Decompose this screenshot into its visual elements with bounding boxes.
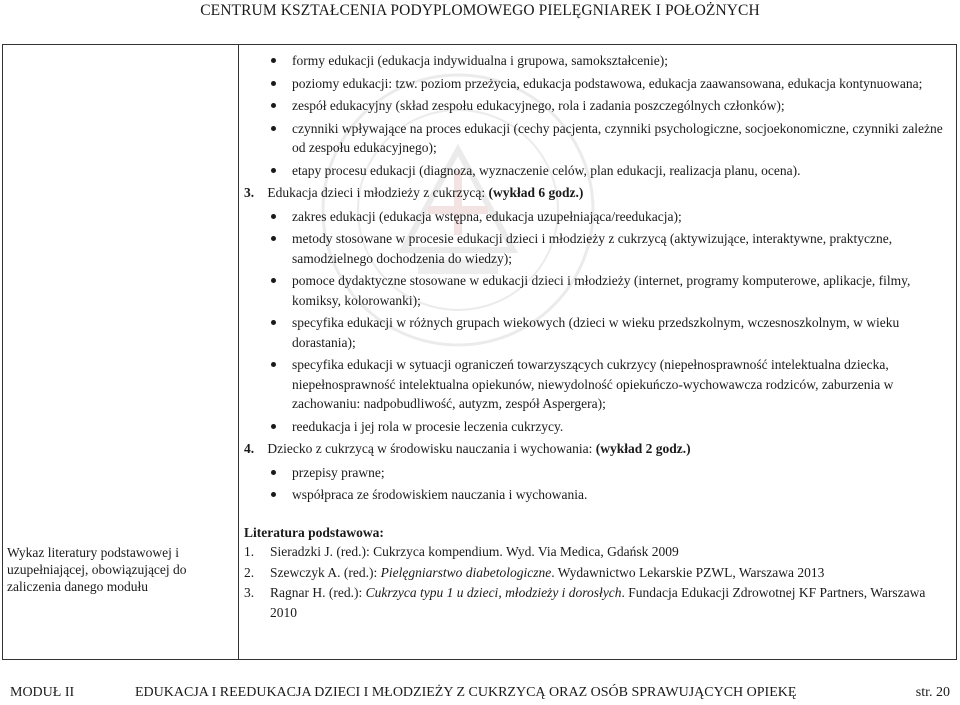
citation-title: Cukrzyca typu 1 u dzieci, młodzieży i dorosłych [365, 585, 622, 600]
module-content [244, 51, 954, 623]
list-item: reedukacja i jej rola w procesie leczenia cukrzycy. [244, 417, 954, 437]
citation-title: Pielęgniarstwo diabetologiczne [380, 564, 552, 580]
page-footer [0, 683, 960, 703]
literature-item [244, 563, 954, 583]
section-title: Edukacja dzieci i młodzieży z cukrzycą: [267, 185, 486, 200]
section-3-list [244, 207, 954, 437]
list-item: etapy procesu edukacji (diagnoza, wyznaczenie celów, plan edukacji, realizacja planu, ocena). [244, 161, 954, 181]
section-heading-3 [244, 183, 954, 203]
literature-item [244, 542, 954, 562]
citation-publisher: . Fundacja Edukacji Zdrowotnej KF Partners, Warszawa 2010 [270, 585, 926, 620]
item-number: 1. [244, 544, 255, 559]
section-number: 4. [244, 441, 255, 456]
syllabus-table [2, 44, 957, 660]
citation-author: Ragnar H. (red.): [270, 585, 366, 600]
section-hours: (wykład 6 godz.) [488, 185, 584, 200]
list-item: formy edukacji (edukacja indywidualna i grupowa, samokształcenie); [244, 51, 954, 71]
list-item: zespół edukacyjny (skład zespołu edukacyjnego, rola i zadania poszczególnych członków); [244, 96, 954, 116]
item-number: 2. [244, 564, 255, 580]
list-item: metody stosowane w procesie edukacji dzieci i młodzieży z cukrzycą (aktywizujące, interaktywne, praktyczne, samodzielnego dochodzenia do wiedzy); [244, 229, 954, 268]
section-4-list [244, 463, 954, 505]
footer-title: EDUKACJA I REEDUKACJA DZIECI I MŁODZIEŻY Z CUKRZYCĄ ORAZ OSÓB SPRAWUJĄCYCH OPIEKĘ [135, 685, 797, 700]
section-number: 3. [244, 185, 255, 200]
section-title: Dziecko z cukrzycą w środowisku nauczania i wychowania: [267, 441, 593, 456]
literature-title: Literatura podstawowa: [244, 524, 384, 540]
list-item: poziomy edukacji: tzw. poziom przeżycia, edukacja podstawowa, edukacja zaawansowana, edukacja kontynuowana; [244, 74, 954, 94]
literature-list [244, 542, 954, 622]
page-number: str. 20 [915, 685, 950, 700]
list-item: przepisy prawne; [244, 463, 954, 483]
footer-module: MODUŁ II [10, 685, 75, 700]
citation-text: Sieradzki J. (red.): Cukrzyca kompendium. Wyd. Via Medica, Gdańsk 2009 [270, 544, 679, 559]
literature-item [244, 583, 954, 622]
header-title: CENTRUM KSZTAŁCENIA PODYPLOMOWEGO PIELĘGNIAREK I POŁOŻNYCH [200, 2, 760, 19]
citation-publisher: . Wydawnictwo Lekarskie PZWL, Warszawa 2013 [551, 564, 825, 580]
topic-list [244, 51, 954, 180]
citation-author: Szewczyk A. (red.): [270, 564, 381, 580]
section-hours: (wykład 2 godz.) [595, 441, 691, 456]
list-item: współpraca ze środowiskiem nauczania i wychowania. [244, 485, 954, 505]
item-number: 3. [244, 585, 255, 600]
list-item: zakres edukacji (edukacja wstępna, edukacja uzupełniająca/reedukacja); [244, 207, 954, 227]
list-item: czynniki wpływające na proces edukacji (cechy pacjenta, czynniki psychologiczne, socjoekonomiczne, czynniki zależne od zespołu edukacyjnego); [244, 119, 954, 158]
list-item: pomoce dydaktyczne stosowane w edukacji dzieci i młodzieży (internet, programy komputerowe, aplikacje, filmy, komiksy, kolorowanki); [244, 271, 954, 310]
page-header [0, 0, 960, 24]
column-divider [238, 45, 239, 659]
section-heading-4 [244, 439, 954, 459]
list-item: specyfika edukacji w sytuacji ograniczeń towarzyszących cukrzycy (niepełnosprawność intelektualna dziecka, niepełnosprawność intelektualna opiekunów, niewydolność opiekuńczo-wychowawcza rodziców, zaburzenia w zachowaniu: nadpobudliwość, autyzm, zespół Aspergera); [244, 355, 954, 414]
literature-block [244, 523, 954, 623]
literature-label: Wykaz literatury podstawowej i uzupełniającej, obowiązującej do zaliczenia danego modułu [7, 545, 187, 594]
list-item: specyfika edukacji w różnych grupach wiekowych (dzieci w wieku przedszkolnym, wczesnoszkolnym, w wieku dorastania); [244, 313, 954, 352]
